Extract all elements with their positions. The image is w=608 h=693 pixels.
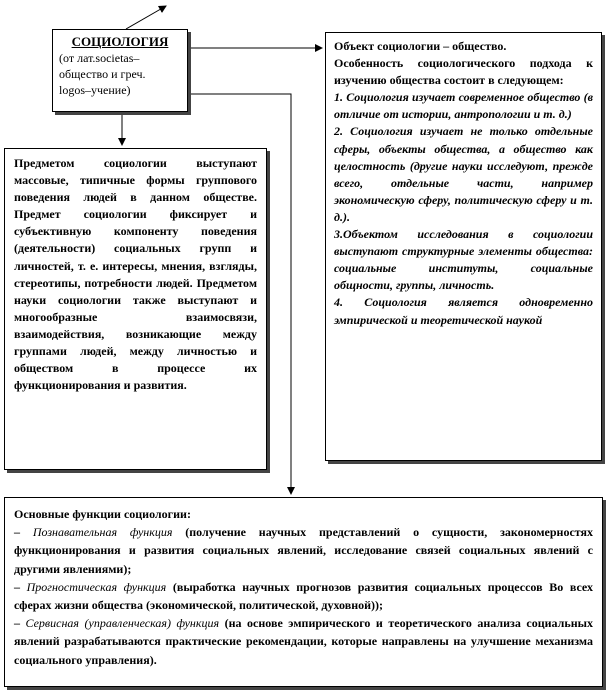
- function-item: – Познавательная функция (получение научных представлений о сущности, закономерностях функционирования и развития социальных явлений, исследование связей социальных явлений с другими явлениями);: [14, 525, 594, 576]
- arrow-to-top: [126, 6, 166, 29]
- function-name: Прогностическая функция: [26, 579, 167, 594]
- subject-text: [14, 155, 257, 394]
- function-name: Познавательная функция: [32, 525, 173, 540]
- function-desc: (получение научных представлений о сущности, закономерностях функционирования и развития социальных явлений, исследование связей социальных явлений с другими явлениями);: [14, 525, 594, 576]
- object-point: 4. Социология является одновременно эмпирической и теоретической наукой: [334, 295, 593, 327]
- object-point: 1. Социология изучает современное общество (в отличие от истории, антропологии и т. д.): [334, 90, 593, 122]
- object-point: 3.Объектом исследования в социологии выступают структурные элементы общества: социальные институты, социальные общности, группы, личность.: [334, 227, 593, 293]
- subject-box: [4, 148, 267, 470]
- function-desc: (на основе эмпирического и теоретического анализа социальных явлений разрабатываются практические рекомендации, которые направлены на улучшение механизма социального управления).: [14, 616, 594, 667]
- function-name: Сервисная (управленческая) функция: [25, 616, 220, 631]
- sociology-title: СОЦИОЛОГИЯ: [71, 34, 169, 49]
- functions-box: [4, 497, 603, 687]
- function-desc: (выработка научных прогнозов развития социальных процессов Во всех сферах жизни общества (экономической, политической, духовной));: [14, 579, 594, 613]
- subject-lead: Предметом социологии: [14, 156, 167, 170]
- etymology-line: logos–учение): [59, 83, 131, 97]
- sociology-title-box: [52, 29, 188, 112]
- object-point: 2. Социология изучает не только отдельные сферы, объекты общества, а общество как целостность (другие науки исследуют, прежде всего, отдельные части, например экономическую сферу, политическую сферу и т. д.).: [334, 124, 593, 224]
- function-item: – Сервисная (управленческая) функция (на основе эмпирического и теоретического анализа социальных явлений разрабатываются практические рекомендации, которые направлены на улучшение механизма социального управления).: [14, 616, 594, 667]
- etymology-line: общество и греч.: [59, 67, 146, 81]
- object-heading: Объект социологии – общество.: [334, 39, 507, 53]
- object-intro: Особенность социологического подхода к изучению общества состоит в следующем:: [334, 56, 593, 88]
- function-item: – Прогностическая функция (выработка научных прогнозов развития социальных процессов Во всех сферах жизни общества (экономической, политической, духовной));: [14, 579, 594, 613]
- functions-heading: Основные функции социологии:: [14, 507, 191, 521]
- subject-body: выступают массовые, типичные формы группового поведения людей в данном обществе. Предмет социологии фиксирует и субъективную компоненту поведения (деятельности) социальных групп и личностей, т. е. интересы, мнения, взгляды, стереотипы, потребности людей. Предметом науки социологии также выступают и многообразные взаимосвязи, взаимодействия, возникающие между группами людей, между личностью и обществом в процессе их функционирования и развития.: [14, 156, 258, 393]
- etymology-line: (от лат.societas–: [59, 51, 140, 65]
- object-box: [325, 32, 602, 461]
